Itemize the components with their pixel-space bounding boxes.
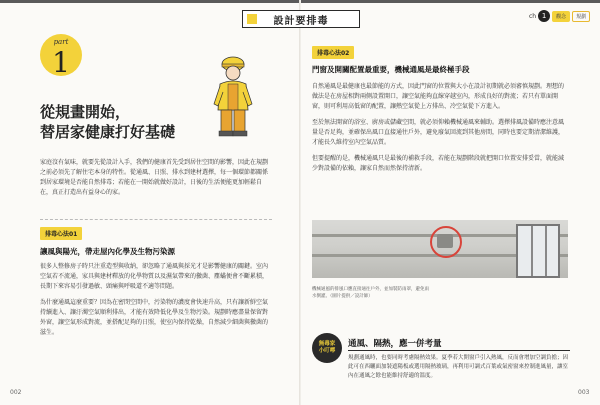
red-circle-highlight [430, 226, 462, 258]
left-body-paragraph-1: 很多人整修房子時只注重造型與收納，卻忽略了通風與採光才是影響健康的關鍵。室內空氣若不流通，家具與建材釋放的化學物質以及濕氣帶來的黴菌、塵蟎便會不斷累積，長期下來容易引發過敏、頭痛與呼吸道不適等問題。 [40, 263, 269, 290]
tips-title: 通風、隔熱，應一併考量 [348, 339, 442, 349]
photo-caption: 機械通風的排風口應直接通往戶外，並加裝防雨罩，避免雨水倒灌。（圖片提供／設計師） [312, 287, 429, 299]
part-badge [40, 34, 82, 86]
window-frame-bar [531, 226, 533, 276]
left-body-text [40, 262, 272, 344]
intro-paragraph: 家庭沒有氣味，就要先從設計入手，我們的健康首先受到居住空間的影響，因此在規劃之前必須先了解住宅本身的特性。從通風、日照、排水到建材選擇，每一個環節都關係到居家環境是否能自然排毒；若能在一開始就做好設計，日後的生活便能更加輕鬆自在，真正打造出有益身心的家。 [40, 159, 269, 196]
construction-worker-illustration [210, 54, 256, 138]
section-title-right: 門窗及開關配置最重要，機械通風是最終極手段 [312, 65, 470, 74]
tips-rule [348, 350, 570, 351]
right-body-paragraph-1: 自然通風是最健康也最節能的方式，因此門窗的位置與大小在設計初期就必須審慎規劃。理想的做法是在房屋相對兩側設置開口，讓空氣能夠直線穿越室內，形成良好的對流；若只有單面開窗，則可利用高低窗的配置，讓熱空氣從上方排出、冷空氣從下方進入。 [312, 83, 565, 110]
page-number-right: 003 [578, 389, 590, 396]
chapter-pill-a: 觀念 [552, 11, 570, 22]
page-title-line1: 從規畫開始， [40, 103, 131, 121]
right-body-text [312, 82, 568, 180]
section-tag-right: 排毒心法02 [312, 46, 354, 59]
photo-window [516, 224, 560, 278]
chapter-prefix: ch [529, 12, 537, 20]
spread-header-tag [242, 10, 360, 28]
chapter-number: 1 [538, 10, 550, 22]
tips-badge-line1: 無毒家 [318, 341, 336, 347]
left-body-paragraph-2: 為什麼通風這麼重要？因為在密閉空間中，污染物的濃度會快速升高，只有讓新鮮空氣持續進入、讓汙濁空氣順利排出，才能有效降低化學及生物污染。規劃時應盡量保留對外窗，讓空氣形成對流，並搭配足夠的日照，使室內保持乾燥，自然減少細菌與黴菌的滋生。 [40, 299, 269, 336]
page-gutter [299, 0, 301, 405]
page-title-line2: 替居家健康打好基礎 [40, 123, 176, 141]
page-title [40, 102, 175, 142]
tips-badge-line2: 小叮嚀 [318, 348, 336, 354]
part-number: 1 [52, 46, 70, 79]
right-body-paragraph-2: 至於無法開窗的浴室、廚房或儲藏空間，就必須仰賴機械通風來輔助。選擇排風設備時應注意風量是否足夠，並確保出風口直接通往戶外，避免廢氣回流到其他房間，同時也要定期清潔維護，才能長久維持室內空氣品質。 [312, 119, 565, 146]
ventilation-photo [312, 220, 568, 278]
section-tag-left: 排毒心法01 [40, 227, 82, 240]
chapter-indicator [529, 9, 590, 23]
spread-title: 設計要排毒 [273, 15, 329, 27]
window-frame-bar [545, 226, 547, 276]
chapter-pill-b: 規劃 [572, 11, 590, 22]
page-number-left: 002 [10, 389, 22, 396]
tips-body: 規劃通風時，也要同時考慮隔熱效果。夏季若大開窗戶引入熱風，反而會增加空調負擔；因此可在西曬面加裝遮陽板或選用隔熱玻璃，再利用可調式百葉或氣密窗來控制進風量，讓室內在通風之餘也能維持舒適的溫度。 [348, 355, 569, 379]
tips-badge [312, 333, 342, 363]
part-label: part [53, 38, 69, 46]
section-divider [40, 219, 272, 220]
section-title-left: 讓風與陽光，帶走屋內化學及生物污染源 [40, 247, 175, 256]
right-body-paragraph-3: 但要提醒的是，機械通風只是最後的補救手段，若能在規劃階段就把開口位置安排妥當，就能減少對設備的依賴，讓家自然而然保持清新。 [312, 155, 565, 172]
